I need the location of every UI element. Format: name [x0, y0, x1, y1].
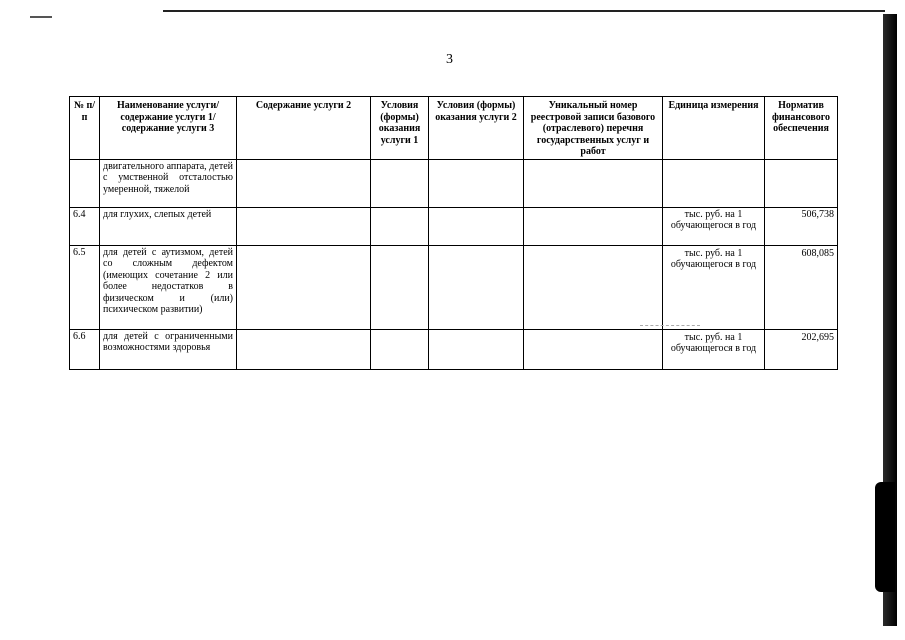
header-norm: Норматив финансового обеспечения	[765, 97, 838, 160]
row-unit: тыс. руб. на 1 обучающегося в год	[663, 245, 765, 329]
row-unit: тыс. руб. на 1 обучающегося в год	[663, 207, 765, 245]
row-cond1	[371, 245, 429, 329]
row-norm: 608,085	[765, 245, 838, 329]
header-cond1: Условия (формы) оказания услуги 1	[371, 97, 429, 160]
row-norm: 202,695	[765, 329, 838, 369]
table-row	[70, 329, 838, 369]
row-cond2	[429, 245, 524, 329]
row-registry	[524, 329, 663, 369]
scan-edge-blob	[875, 482, 895, 592]
top-rule	[163, 10, 885, 12]
row-unit: тыс. руб. на 1 обучающегося в год	[663, 329, 765, 369]
row-content2	[237, 159, 371, 207]
row-name: для глухих, слепых детей	[100, 207, 237, 245]
scan-mark	[30, 16, 52, 18]
header-name: Наименование услуги/ содержание услуги 1/ содержание услуги 3	[100, 97, 237, 160]
header-unit: Единица измерения	[663, 97, 765, 160]
row-cond1	[371, 159, 429, 207]
row-content2	[237, 329, 371, 369]
row-num	[70, 159, 100, 207]
row-registry	[524, 245, 663, 329]
row-registry	[524, 207, 663, 245]
financing-norms-table	[69, 96, 838, 370]
row-cond2	[429, 329, 524, 369]
row-num: 6.4	[70, 207, 100, 245]
header-cond2: Условия (формы) оказания услуги 2	[429, 97, 524, 160]
row-num: 6.5	[70, 245, 100, 329]
row-num: 6.6	[70, 329, 100, 369]
table-row	[70, 159, 838, 207]
row-name: для детей с ограниченными возможностями здоровья	[100, 329, 237, 369]
row-cond1	[371, 329, 429, 369]
table-row	[70, 207, 838, 245]
table-row	[70, 245, 838, 329]
header-content2: Содержание услуги 2	[237, 97, 371, 160]
row-cond1	[371, 207, 429, 245]
row-norm: 506,738	[765, 207, 838, 245]
header-num: № п/п	[70, 97, 100, 160]
header-registry: Уникальный номер реестровой записи базового (отраслевого) перечня государственных услуг и работ	[524, 97, 663, 160]
row-content2	[237, 207, 371, 245]
row-registry	[524, 159, 663, 207]
row-name: двигательного аппарата, детей с умственной отсталостью умеренной, тяжелой	[100, 159, 237, 207]
row-content2	[237, 245, 371, 329]
row-name: для детей с аутизмом, детей со сложным дефектом (имеющих сочетание 2 или более недостатков в физическом и (или) психическом развитии)	[100, 245, 237, 329]
row-cond2	[429, 207, 524, 245]
row-unit	[663, 159, 765, 207]
page-number: 3	[446, 52, 453, 67]
row-norm	[765, 159, 838, 207]
scan-artifact	[640, 325, 700, 327]
row-cond2	[429, 159, 524, 207]
